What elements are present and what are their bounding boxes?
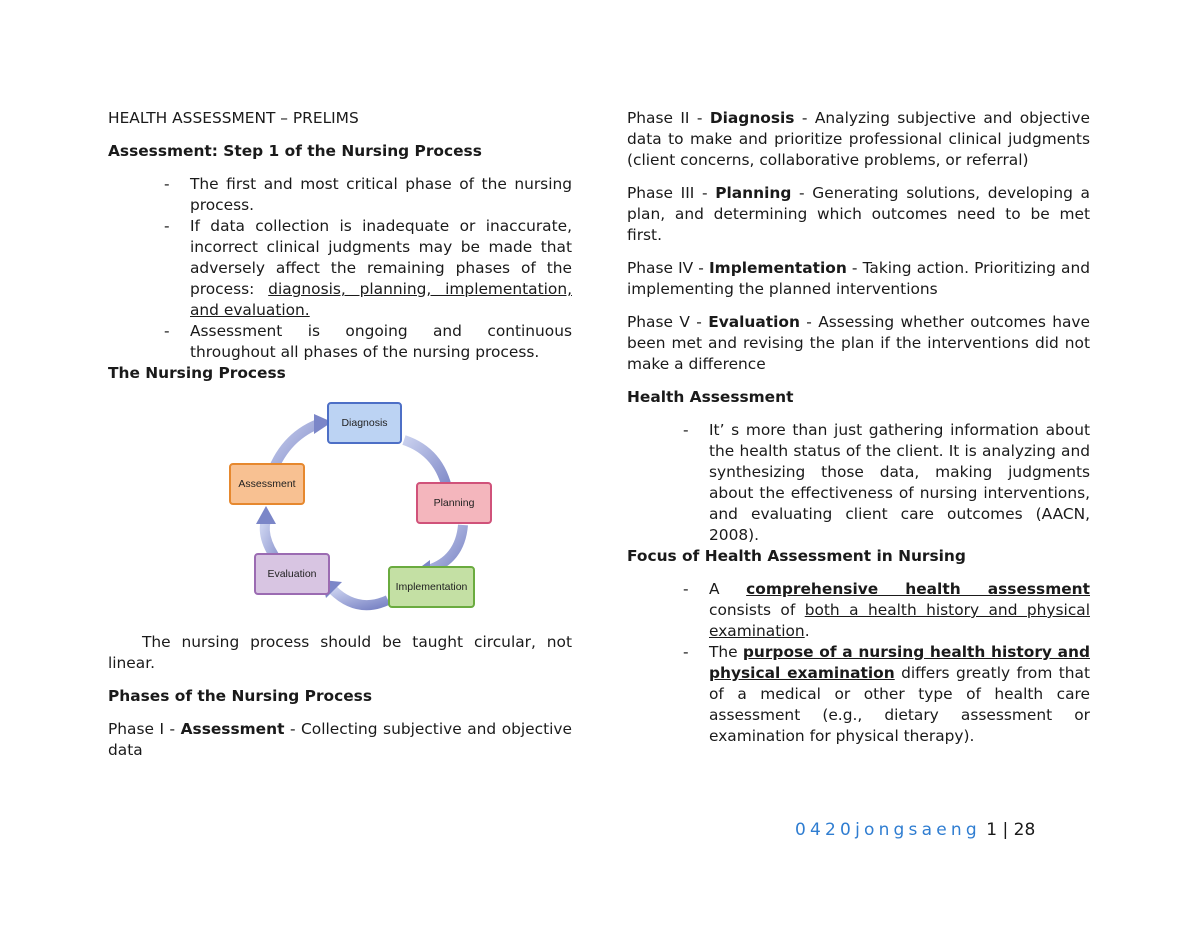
page-separator: | <box>997 820 1014 840</box>
underlined-phases: diagnosis, planning, implementation, and evaluation. <box>190 280 572 319</box>
assessment-bullet-list <box>108 174 572 363</box>
arrow-implementation-to-evaluation <box>333 590 388 605</box>
arrow-planning-to-implementation <box>428 525 463 570</box>
underlined-text: both a health history and physical examination <box>709 601 1090 640</box>
phase-5 <box>627 312 1090 375</box>
evaluation-box: Evaluation <box>254 553 330 595</box>
nursing-process-diagram <box>108 400 572 624</box>
phase-3 <box>627 183 1090 246</box>
section-title-health-assessment: Health Assessment <box>627 388 794 406</box>
list-item: - The first and most critical phase of the nursing process. <box>190 174 572 216</box>
section-title-focus: Focus of Health Assessment in Nursing <box>627 547 966 565</box>
phase-name: Diagnosis <box>709 109 795 127</box>
section-title-nursing-process: The Nursing Process <box>108 364 286 382</box>
left-column <box>108 108 572 761</box>
text: . <box>804 622 810 640</box>
phase-1 <box>108 719 572 761</box>
section-title-phases: Phases of the Nursing Process <box>108 687 373 705</box>
list-item: - It’ s more than just gathering information about the health status of the client. It is analyzing and synthesizing those data, making judgments about the effectiveness of nursing interventions, and evaluating client care outcomes (AACN, 2008). <box>709 420 1090 546</box>
phase-name: Assessment <box>180 720 285 738</box>
phase-name: Evaluation <box>708 313 800 331</box>
phase-description: - Analyzing subjective and objective data to make and prioritize professional clinical judgments (client concerns, collaborative problems, or referral) <box>627 109 1090 169</box>
list-item: - Assessment is ongoing and continuous throughout all phases of the nursing process. <box>190 321 572 363</box>
emphasis: purpose of a nursing health history and physical examination <box>709 643 1090 682</box>
right-column <box>627 108 1090 747</box>
arrow-head <box>256 506 276 524</box>
list-item <box>709 642 1090 747</box>
bullet-text: If data collection is inadequate or inaccurate, incorrect clinical judgments may be made that adversely affect the remaining phases of the process: <box>190 217 572 298</box>
page-number: 1 <box>986 820 998 840</box>
text: consists of <box>709 601 805 619</box>
health-assessment-list <box>627 420 1090 546</box>
phase-description: - Taking action. Prioritizing and implementing the planned interventions <box>627 259 1090 298</box>
page-footer <box>795 820 1035 840</box>
list-item <box>709 579 1090 642</box>
implementation-box: Implementation <box>388 566 475 608</box>
text: The <box>709 643 743 661</box>
diagram-caption: The nursing process should be taught circular, not linear. <box>108 633 572 672</box>
phase-description: - Generating solutions, developing a plan, and determining which outcomes need to be met first. <box>627 184 1090 244</box>
phase-description: - Assessing whether outcomes have been met and revising the plan if the interventions did not make a difference <box>627 313 1091 373</box>
phase-label: Phase IV - <box>627 259 709 277</box>
phase-label: Phase II - <box>627 109 710 127</box>
assessment-box: Assessment <box>229 463 305 505</box>
document-header: HEALTH ASSESSMENT – PRELIMS <box>108 109 359 127</box>
phase-2 <box>627 108 1090 171</box>
section-title-assessment: Assessment: Step 1 of the Nursing Process <box>108 142 482 160</box>
emphasis: comprehensive health assessment <box>746 580 1090 598</box>
author-tag: 0420jongsaeng <box>795 820 981 840</box>
phase-label: Phase V - <box>627 313 709 331</box>
phase-name: Implementation <box>708 259 847 277</box>
text: differs greatly from that of a medical or other type of health care assessment (e.g., dietary assessment or examination for physical therapy). <box>709 664 1090 745</box>
phase-label: Phase I - <box>108 720 181 738</box>
planning-box: Planning <box>416 482 492 524</box>
phase-4 <box>627 258 1090 300</box>
phase-name: Planning <box>715 184 792 202</box>
diagnosis-box: Diagnosis <box>327 402 402 444</box>
text: A <box>709 580 747 598</box>
page-total: 28 <box>1013 820 1036 840</box>
focus-list <box>627 579 1090 747</box>
phase-description: - Collecting subjective and objective data <box>108 720 572 759</box>
phase-label: Phase III - <box>627 184 716 202</box>
list-item <box>190 216 572 321</box>
